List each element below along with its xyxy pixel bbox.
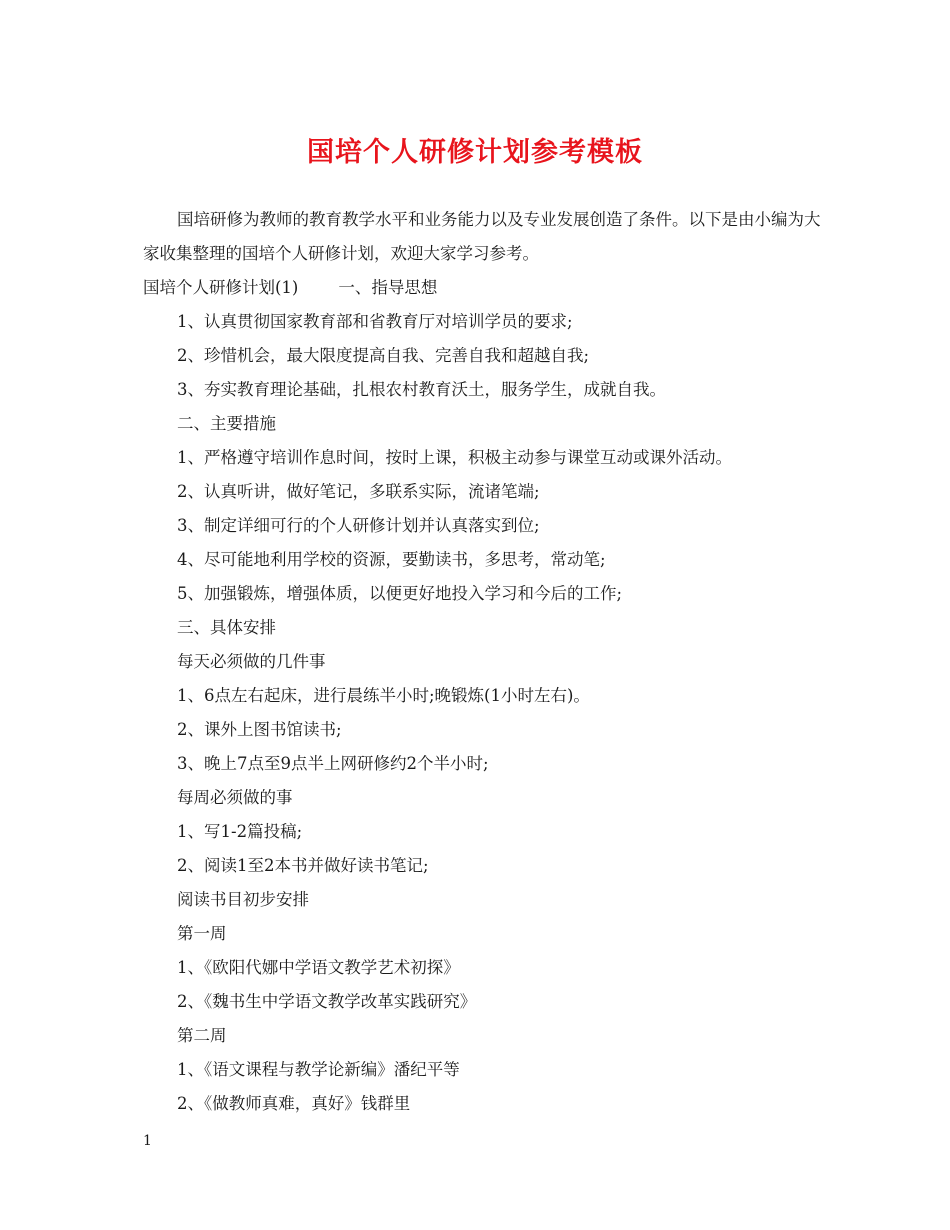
text-line: 2、课外上图书馆读书;: [177, 720, 342, 739]
week-heading: 第一周: [177, 924, 227, 943]
text-line: 1、认真贯彻国家教育部和省教育厅对培训学员的要求;: [177, 312, 573, 331]
document-body: [143, 203, 823, 1121]
plan-heading-line: [143, 271, 823, 305]
text-line: 2、阅读1至2本书并做好读书笔记;: [177, 856, 429, 875]
book-item: 1、《欧阳代娜中学语文教学艺术初探》: [177, 958, 460, 977]
section-heading: 二、主要措施: [177, 414, 276, 433]
week-heading: 第二周: [177, 1026, 227, 1045]
plan-label: 国培个人研修计划(1): [143, 278, 299, 297]
book-item: 2、《做教师真难，真好》钱群里: [177, 1094, 411, 1113]
text-line: 3、晚上7点至9点半上网研修约2个半小时;: [177, 754, 489, 773]
text-line: 1、写1-2篇投稿;: [177, 822, 303, 841]
section-heading: 三、具体安排: [177, 618, 276, 637]
subsection-heading: 每天必须做的几件事: [177, 652, 326, 671]
subsection-heading: 阅读书目初步安排: [177, 890, 309, 909]
text-line: 2、珍惜机会，最大限度提高自我、完善自我和超越自我;: [177, 346, 590, 365]
subsection-heading: 每周必须做的事: [177, 788, 293, 807]
text-line: 5、加强锻炼，增强体质，以便更好地投入学习和今后的工作;: [177, 584, 623, 603]
intro-paragraph: 国培研修为教师的教育教学水平和业务能力以及专业发展创造了条件。以下是由小编为大家收集整理的国培个人研修计划，欢迎大家学习参考。: [143, 210, 821, 263]
text-line: 1、严格遵守培训作息时间，按时上课，积极主动参与课堂互动或课外活动。: [177, 448, 732, 467]
text-line: 3、制定详细可行的个人研修计划并认真落实到位;: [177, 516, 540, 535]
document-title: 国培个人研修计划参考模板: [307, 137, 643, 168]
section-heading-guiding: 一、指导思想: [338, 278, 438, 297]
text-line: 1、6点左右起床，进行晨练半小时;晚锻炼(1小时左右)。: [177, 686, 590, 705]
book-item: 2、《魏书生中学语文教学改革实践研究》: [177, 992, 477, 1011]
text-line: 4、尽可能地利用学校的资源，要勤读书，多思考，常动笔;: [177, 550, 606, 569]
page-number: 1: [143, 1133, 152, 1149]
text-line: 2、认真听讲，做好笔记，多联系实际，流诸笔端;: [177, 482, 540, 501]
book-item: 1、《语文课程与教学论新编》潘纪平等: [177, 1060, 460, 1079]
text-line: 3、夯实教育理论基础，扎根农村教育沃土，服务学生，成就自我。: [177, 380, 666, 399]
